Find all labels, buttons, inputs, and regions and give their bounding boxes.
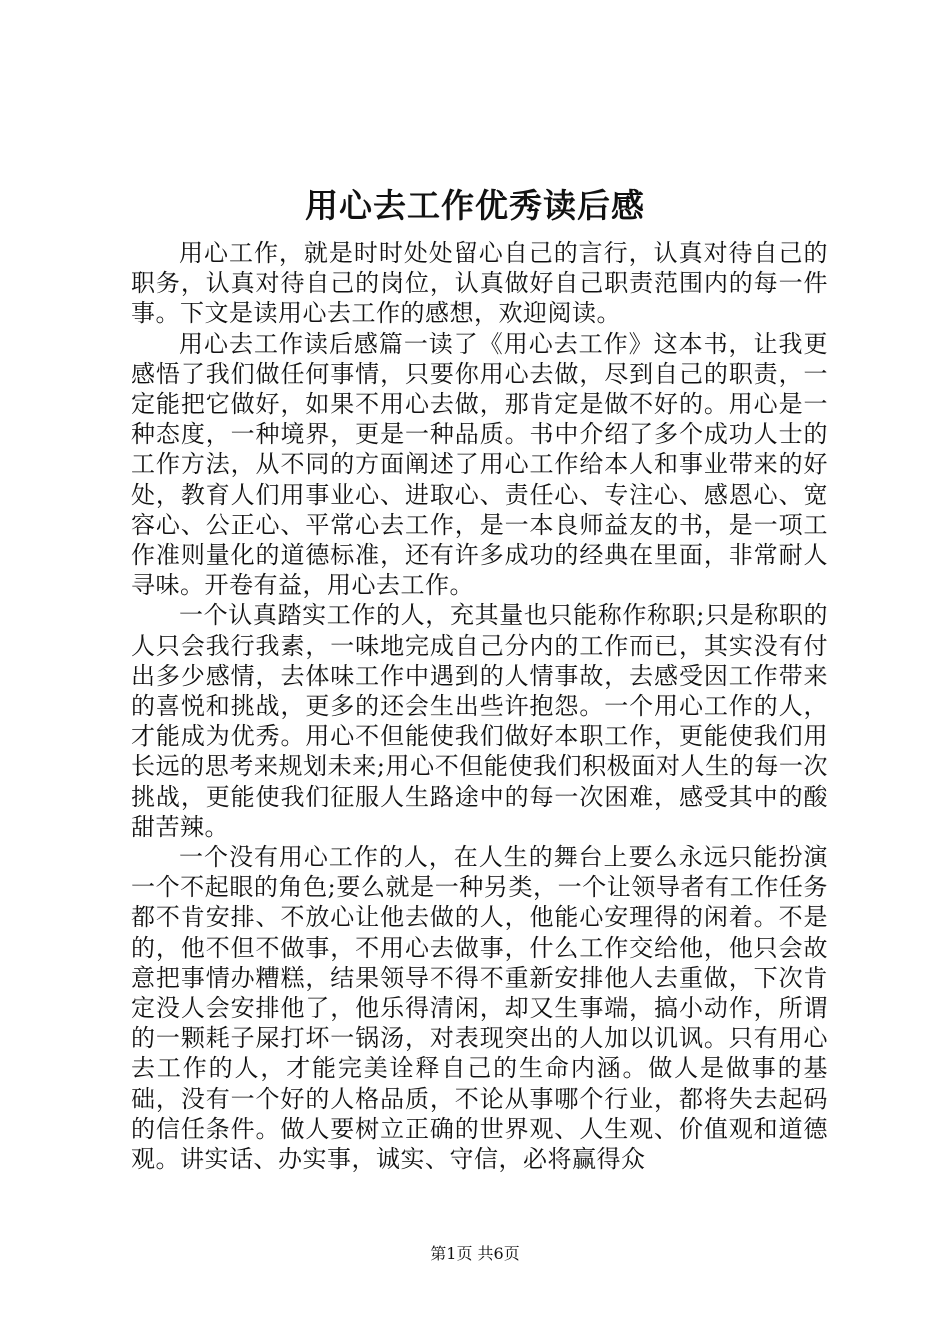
document-title: 用心去工作优秀读后感 [305, 186, 645, 225]
document-body [131, 238, 828, 1174]
paragraph-diligent-worker: 一个认真踏实工作的人，充其量也只能称作称职;只是称职的人只会我行我素，一味地完成自己分内的工作而已，其实没有付出多少感情，去体味工作中遇到的人情事故，去感受因工作带来的喜悦和挑战，更多的还会生出些许抱怨。一个用心工作的人，才能成为优秀。用心不但能使我们做好本职工作，更能使我们用长远的思考来规划未来;用心不但能使我们积极面对人生的每一次挑战，更能使我们征服人生路途中的每一次困难，感受其中的酸甜苦辣。 [131, 601, 828, 841]
paragraph-careless-worker: 一个没有用心工作的人，在人生的舞台上要么永远只能扮演一个不起眼的角色;要么就是一种另类，一个让领导者有工作任务都不肯安排、不放心让他去做的人，他能心安理得的闲着。不是的，他不但不做事，不用心去做事，什么工作交给他，他只会故意把事情办糟糕，结果领导不得不重新安排他人去重做，下次肯定没人会安排他了，他乐得清闲，却又生事端，搞小动作，所谓的一颗耗子屎打坏一锅汤，对表现突出的人加以讥讽。只有用心去工作的人，才能完美诠释自己的生命内涵。做人是做事的基础，没有一个好的人格品质，不论从事哪个行业，都将失去起码的信任条件。做人要树立正确的世界观、人生观、价值观和道德观。讲实话、办实事，诚实、守信，必将赢得众 [131, 843, 828, 1174]
paragraph-review-one: 用心去工作读后感篇一读了《用心去工作》这本书，让我更感悟了我们做任何事情，只要你用心去做，尽到自己的职责，一定能把它做好，如果不用心去做，那肯定是做不好的。用心是一种态度，一种境界，更是一种品质。书中介绍了多个成功人士的工作方法，从不同的方面阐述了用心工作给本人和事业带来的好处，教育人们用事业心、进取心、责任心、专注心、感恩心、宽容心、公正心、平常心去工作，是一本良师益友的书，是一项工作准则量化的道德标准，还有许多成功的经典在里面，非常耐人寻味。开卷有益，用心去工作。 [131, 329, 828, 600]
paragraph-intro: 用心工作，就是时时处处留心自己的言行，认真对待自己的职务，认真对待自己的岗位，认真做好自己职责范围内的每一件事。下文是读用心去工作的感想，欢迎阅读。 [131, 239, 828, 328]
page-footer: 第1页 共6页 [430, 1244, 520, 1263]
